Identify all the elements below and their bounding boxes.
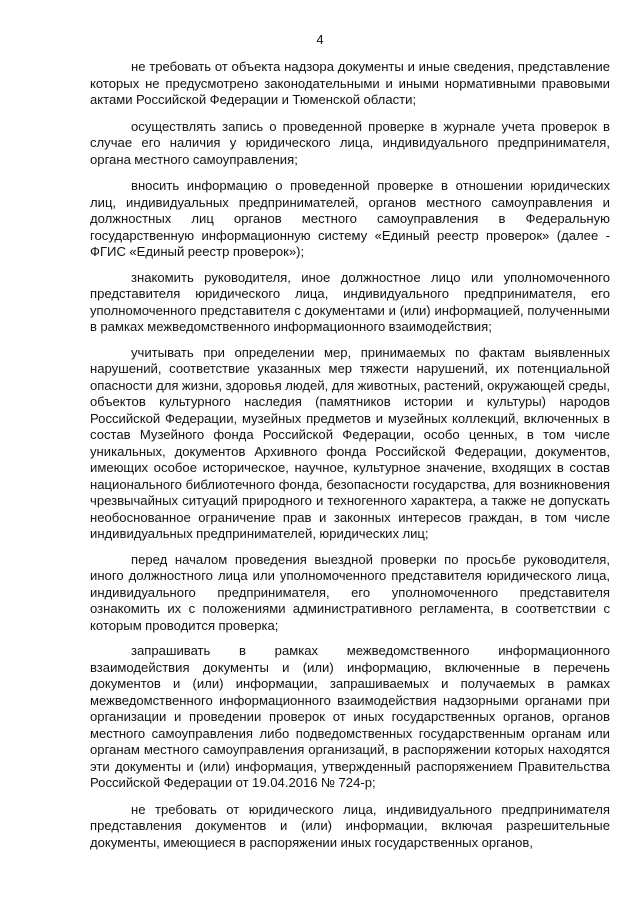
paragraph: перед началом проведения выездной проверки по просьбе руководителя, иного должностного лица или уполномоченного представителя юридического лица, индивидуального предпринимателя, его уполномоченного представителя ознакомить их с положениями административного регламента, в соответствии с которым проводится проверка; [90, 551, 610, 633]
paragraph: учитывать при определении мер, принимаемых по фактам выявленных нарушений, соответствие указанных мер тяжести нарушений, их потенциальной опасности для жизни, здоровья людей, для животных, растений, окружающей среды, объектов культурного наследия (памятников истории и культуры) народов Российской Федерации, музейных предметов и музейных коллекций, включенных в состав Музейного фонда Российской Федерации, особо ценных, в том числе уникальных, документов Архивного фонда Российской Федерации, документов, имеющих особое историческое, научное, культурное значение, входящих в состав национального библиотечного фонда, безопасности государства, для возникновения чрезвычайных ситуаций природного и техногенного характера, а также не допускать необоснованное ограничение прав и законных интересов граждан, в том числе индивидуальных предпринимателей, юридических лиц; [90, 344, 610, 541]
paragraph: осуществлять запись о проведенной проверке в журнале учета проверок в случае его наличия у юридического лица, индивидуального предпринимателя, органа местного самоуправления; [90, 118, 610, 167]
paragraph: вносить информацию о проведенной проверке в отношении юридических лиц, индивидуальных предпринимателей, органов местного самоуправления и должностных лиц органов местного самоуправления в Федеральную государственную информационную систему «Единый реестр проверок» (далее - ФГИС «Единый реестр проверок»); [90, 178, 610, 259]
paragraph: не требовать от юридического лица, индивидуального предпринимателя представления документов и (или) информации, включая разрешительные документы, имеющиеся в распоряжении иных государственных органов, [90, 801, 610, 850]
paragraph: не требовать от объекта надзора документы и иные сведения, представление которых не предусмотрено законодательными и иными нормативными правовыми актами Российской Федерации и Тюменской области; [90, 59, 610, 107]
document-body [90, 59, 610, 860]
page-number: 4 [316, 32, 324, 47]
paragraph: знакомить руководителя, иное должностное лицо или уполномоченного представителя юридического лица, индивидуального предпринимателя, его уполномоченного представителя с документами и (или) информацией, полученными в рамках межведомственного информационного взаимодействия; [90, 269, 610, 334]
paragraph: запрашивать в рамках межведомственного информационного взаимодействия документы и (или) информацию, включенные в перечень документов и (или) информации, запрашиваемых и получаемых в рамках межведомственного информационного взаимодействия надзорными органами при организации и проведении проверок от иных государственных органов, органов местного самоуправления либо подведомственных государственным органам или органам местного самоуправления организаций, в распоряжении которых находятся эти документы и (или) информация, утвержденный распоряжением Правительства Российской Федерации от 19.04.2016 № 724-р; [90, 643, 610, 790]
